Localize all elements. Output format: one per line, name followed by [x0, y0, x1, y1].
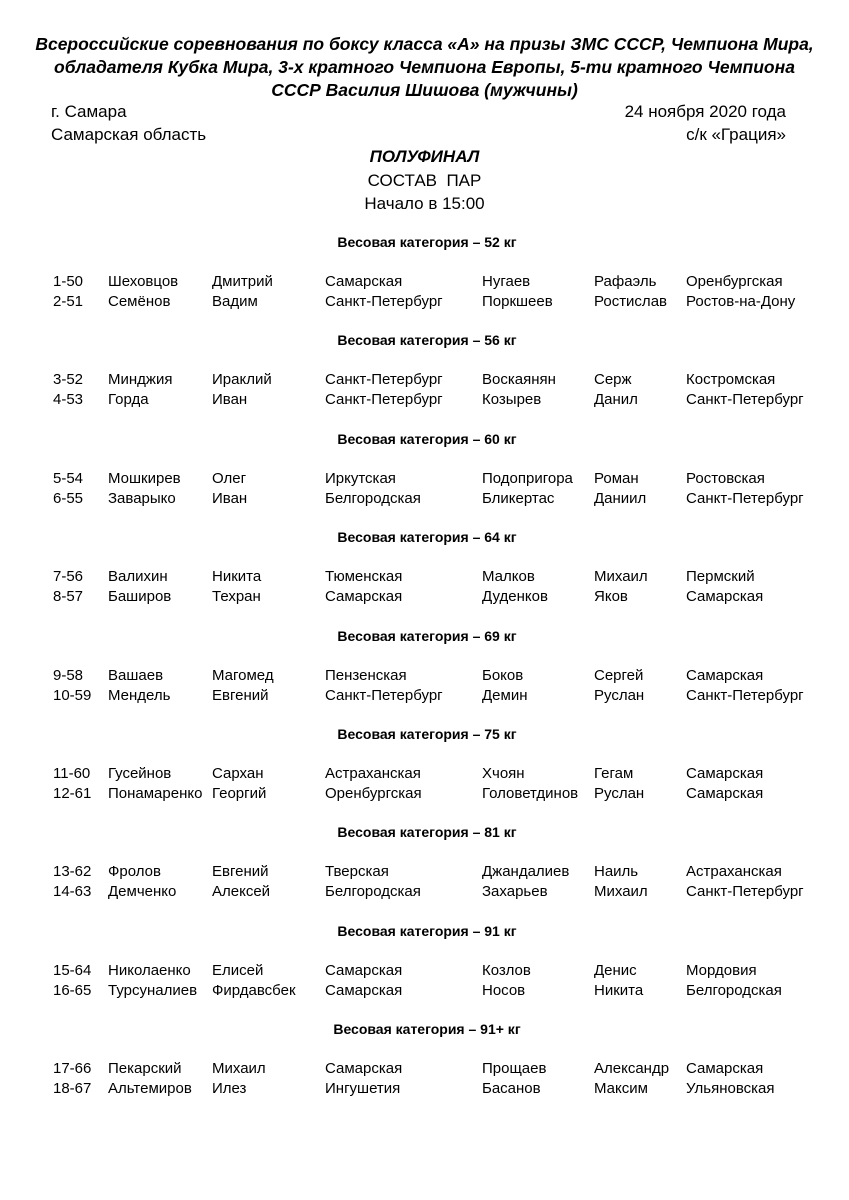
pair-row [0, 1080, 849, 1100]
red-region: Тюменская [325, 568, 403, 586]
pair-number: 16-65 [53, 981, 92, 999]
blue-region: Ростов-на-Дону [686, 293, 796, 310]
blue-region: Самарская [686, 588, 764, 606]
pair-number: 7-56 [53, 568, 84, 586]
pair-row [0, 765, 849, 785]
red-surname: Альтемиров [108, 1080, 192, 1098]
title-line-3: СССР Василия Шишова (мужчины) [271, 80, 578, 100]
blue-region: Оренбургская [686, 273, 783, 290]
red-name: Илез [212, 1080, 247, 1098]
pair-row [0, 687, 849, 707]
pair-row [0, 391, 849, 411]
weight-category-heading: Весовая категория – 56 кг [337, 332, 517, 349]
pair-row [0, 982, 849, 1002]
pair-number: 6-55 [53, 489, 84, 507]
blue-region: Санкт-Петербург [686, 883, 804, 901]
weight-category-heading: Весовая категория – 52 кг [337, 234, 517, 250]
blue-surname: Малков [482, 568, 535, 586]
pair-row [0, 293, 849, 313]
red-surname: Баширов [108, 588, 172, 606]
document-title [20, 33, 829, 102]
blue-region: Санкт-Петербург [686, 391, 804, 409]
red-surname: Фролов [108, 863, 161, 881]
pair-number: 18-67 [53, 1080, 92, 1098]
red-surname: Пекарский [108, 1060, 182, 1078]
blue-region: Самарская [686, 666, 764, 684]
red-name: Георгий [212, 785, 267, 802]
pair-number: 10-59 [53, 686, 92, 704]
red-name: Ираклий [212, 371, 272, 389]
red-region: Самарская [325, 961, 403, 979]
red-surname: Шеховцов [108, 273, 179, 290]
blue-surname: Джандалиев [482, 863, 570, 881]
pair-number: 8-57 [53, 588, 84, 606]
red-name: Михаил [212, 1060, 266, 1078]
pair-row [0, 470, 849, 490]
red-region: Белгородская [325, 489, 421, 507]
pair-row [0, 962, 849, 982]
pair-number: 13-62 [53, 863, 92, 881]
weight-category-heading: Весовая категория – 91 кг [337, 922, 517, 939]
blue-name: Гегам [594, 765, 634, 782]
pair-row [0, 667, 849, 687]
red-region: Самарская [325, 1060, 403, 1078]
red-name: Вадим [212, 293, 258, 310]
pair-number: 9-58 [53, 666, 84, 684]
date-venue-block [625, 100, 786, 146]
blue-region: Астраханская [686, 863, 782, 881]
blue-region: Санкт-Петербург [686, 686, 804, 704]
pair-number: 3-52 [53, 371, 84, 389]
pair-number: 11-60 [53, 765, 91, 782]
blue-surname: Козырев [482, 391, 542, 409]
city: г. Самара [51, 102, 127, 121]
blue-name: Рафаэль [594, 273, 657, 290]
blue-surname: Подопригора [482, 469, 573, 487]
red-name: Иван [212, 391, 248, 409]
red-name: Евгений [212, 686, 269, 704]
blue-name: Денис [594, 961, 637, 979]
blue-name: Даниил [594, 489, 647, 507]
red-surname: Николаенко [108, 961, 191, 979]
pair-number: 4-53 [53, 391, 84, 409]
blue-surname: Боков [482, 666, 524, 684]
red-region: Самарская [325, 981, 403, 999]
event-date: 24 ноября 2020 года [624, 102, 786, 121]
weight-category-heading: Весовая категория – 64 кг [337, 529, 517, 546]
red-surname: Понамаренко [108, 785, 203, 802]
pair-row [0, 490, 849, 510]
red-region: Самарская [325, 588, 403, 606]
blue-name: Михаил [594, 883, 648, 901]
weight-category-heading: Весовая категория – 69 кг [337, 627, 517, 644]
red-surname: Заварыко [108, 489, 176, 507]
blue-region: Ульяновская [686, 1080, 775, 1098]
blue-region: Мордовия [686, 961, 757, 979]
red-surname: Минджия [108, 371, 173, 389]
blue-surname: Нугаев [482, 273, 531, 290]
blue-surname: Захарьев [482, 883, 548, 901]
blue-name: Наиль [594, 863, 639, 881]
red-name: Техран [212, 588, 261, 606]
pairs-subtitle: СОСТАВ ПАР [367, 171, 482, 190]
blue-name: Данил [594, 391, 638, 409]
red-surname: Горда [108, 391, 149, 409]
red-name: Сархан [212, 765, 264, 782]
blue-name: Михаил [594, 568, 648, 586]
blue-region: Белгородская [686, 981, 782, 999]
stage-title: ПОЛУФИНАЛ [369, 147, 480, 166]
weight-category-heading: Весовая категория – 60 кг [337, 430, 517, 447]
red-region: Санкт-Петербург [325, 391, 443, 409]
red-surname: Демченко [108, 883, 177, 901]
blue-name: Сергей [594, 666, 644, 684]
red-surname: Семёнов [108, 293, 171, 310]
pair-row [0, 863, 849, 883]
blue-surname: Демин [482, 686, 528, 704]
red-region: Санкт-Петербург [325, 293, 443, 310]
blue-name: Максим [594, 1080, 648, 1098]
red-surname: Валихин [108, 568, 168, 586]
blue-region: Костромская [686, 371, 776, 389]
pair-number: 1-50 [53, 273, 84, 290]
blue-region: Ростовская [686, 469, 765, 487]
red-region: Ингушетия [325, 1080, 401, 1098]
red-region: Белгородская [325, 883, 421, 901]
pair-row [0, 273, 849, 293]
blue-region: Самарская [686, 1060, 764, 1078]
pair-number: 17-66 [53, 1060, 92, 1078]
blue-name: Роман [594, 469, 639, 487]
title-line-1: Всероссийские соревнования по боксу класса «А» на призы ЗМС СССР, Чемпиона Мира, [35, 34, 814, 54]
pair-row [0, 1060, 849, 1080]
pair-number: 12-61 [53, 785, 92, 802]
blue-name: Руслан [594, 785, 645, 802]
blue-name: Серж [594, 371, 632, 389]
blue-surname: Поркшеев [482, 293, 553, 310]
weight-category-heading: Весовая категория – 81 кг [337, 824, 517, 841]
title-line-2: обладателя Кубка Мира, 3-х кратного Чемпиона Европы, 5-ти кратного Чемпиона [54, 57, 795, 77]
red-region: Тверская [325, 863, 389, 881]
blue-region: Самарская [686, 785, 764, 802]
pair-row [0, 785, 849, 805]
pair-row [0, 371, 849, 391]
red-name: Евгений [212, 863, 269, 881]
blue-surname: Головетдинов [482, 785, 579, 802]
pair-row [0, 883, 849, 903]
pair-number: 5-54 [53, 469, 84, 487]
blue-surname: Дуденков [482, 588, 548, 606]
blue-name: Никита [594, 981, 644, 999]
red-region: Иркутская [325, 469, 396, 487]
red-surname: Мендель [108, 686, 171, 704]
blue-region: Самарская [686, 765, 764, 782]
venue: с/к «Грация» [686, 125, 786, 144]
red-region: Санкт-Петербург [325, 371, 443, 389]
blue-surname: Бликертас [482, 489, 555, 507]
blue-name: Ростислав [594, 293, 668, 310]
blue-surname: Хчоян [482, 765, 525, 782]
red-name: Елисей [212, 961, 264, 979]
blue-surname: Прощаев [482, 1060, 547, 1078]
pair-row [0, 568, 849, 588]
red-surname: Гусейнов [108, 765, 172, 782]
red-name: Никита [212, 568, 262, 586]
blue-name: Яков [594, 588, 628, 606]
red-region: Пензенская [325, 666, 407, 684]
red-name: Магомед [212, 666, 274, 684]
red-surname: Вашаев [108, 666, 164, 684]
red-region: Астраханская [325, 765, 421, 782]
pair-row [0, 588, 849, 608]
red-name: Иван [212, 489, 248, 507]
red-surname: Турсуналиев [108, 981, 198, 999]
blue-surname: Воскаянян [482, 371, 556, 389]
weight-category-heading: Весовая категория – 75 кг [337, 726, 517, 742]
blue-region: Санкт-Петербург [686, 489, 804, 507]
blue-name: Александр [594, 1060, 670, 1078]
blue-surname: Козлов [482, 961, 531, 979]
region: Самарская область [51, 125, 207, 144]
pair-number: 15-64 [53, 961, 92, 979]
blue-surname: Басанов [482, 1080, 541, 1098]
red-region: Оренбургская [325, 785, 422, 802]
red-region: Санкт-Петербург [325, 686, 443, 704]
pair-number: 2-51 [53, 293, 84, 310]
red-name: Олег [212, 469, 247, 487]
pair-number: 14-63 [53, 883, 92, 901]
red-region: Самарская [325, 273, 403, 290]
blue-surname: Носов [482, 981, 526, 999]
blue-region: Пермский [686, 568, 755, 586]
location-block [51, 100, 206, 146]
red-name: Фирдавсбек [212, 981, 296, 999]
weight-category-heading: Весовая категория – 91+ кг [333, 1021, 521, 1038]
blue-name: Руслан [594, 686, 645, 704]
red-name: Алексей [212, 883, 271, 901]
red-name: Дмитрий [212, 273, 273, 290]
red-surname: Мошкирев [108, 469, 181, 487]
start-time: Начало в 15:00 [364, 194, 485, 213]
